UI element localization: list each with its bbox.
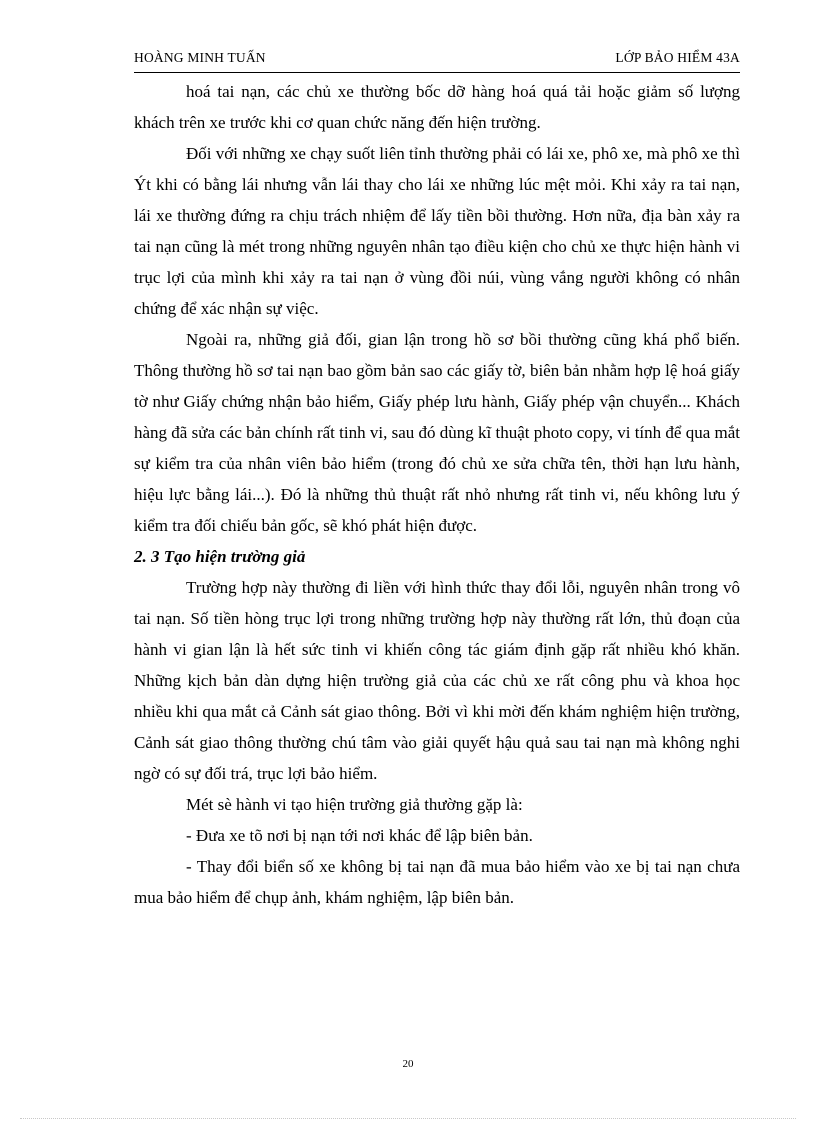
body-text xyxy=(134,76,740,913)
page-bottom-divider xyxy=(20,1118,796,1119)
list-item: - Thay đổi biển số xe không bị tai nạn đã mua bảo hiểm vào xe bị tai nạn chưa mua bảo hiểm để chụp ảnh, khám nghiệm, lập biên bản. xyxy=(134,857,740,907)
page-number: 20 xyxy=(402,1058,414,1070)
header-author: HOÀNG MINH TUẤN xyxy=(134,50,266,65)
header-class: LỚP BẢO HIỂM 43A xyxy=(615,50,740,65)
paragraph: Đối với những xe chạy suốt liên tỉnh thường phải có lái xe, phô xe, mà phô xe thì Ýt khi có bằng lái nhưng vẫn lái thay cho lái xe những lúc mệt mỏi. Khi xảy ra tai nạn, lái xe thường đứng ra chịu trách nhiệm để lấy tiền bồi thường. Hơn nữa, địa bàn xảy ra tai nạn cũng là mét trong những nguyên nhân tạo điều kiện cho chủ xe thực hiện hành vi trục lợi của mình khi xảy ra tai nạn ở vùng đồi núi, vùng vắng người không có nhân chứng để xác nhận sự việc. xyxy=(134,144,740,318)
list-item: - Đưa xe tõ nơi bị nạn tới nơi khác để lập biên bản. xyxy=(186,826,533,845)
paragraph: hoá tai nạn, các chủ xe thường bốc dỡ hàng hoá quá tải hoặc giảm số lượng khách trên xe trước khi cơ quan chức năng đến hiện trường. xyxy=(134,82,740,132)
paragraph: Mét sè hành vi tạo hiện trường giả thường gặp là: xyxy=(186,795,523,814)
paragraph: Trường hợp này thường đi liền với hình thức thay đổi lỗi, nguyên nhân trong vô tai nạn. Số tiền hòng trục lợi trong những trường hợp này thường rất lớn, thủ đoạn của hành vi gian lận là hết sức tinh vi khiến công tác giám định gặp rất nhiều khó khăn. Những kịch bản dàn dựng hiện trường giả của các chủ xe rất công phu và khoa học nhiều khi qua mắt cả Cảnh sát giao thông. Bởi vì khi mời đến khám nghiệm hiện trường, Cảnh sát giao thông thường chú tâm vào giải quyết hậu quả sau tai nạn mà không nghi ngờ có sự đối trá, trục lợi bảo hiểm. xyxy=(134,578,740,783)
paragraph: Ngoài ra, những giả đối, gian lận trong hồ sơ bồi thường cũng khá phổ biến. Thông thường hồ sơ tai nạn bao gồm bản sao các giấy tờ, biên bản nhằm hợp lệ hoá giấy tờ như Giấy chứng nhận bảo hiểm, Giấy phép lưu hành, Giấy phép vận chuyển... Khách hàng đã sửa các bản chính rất tinh vi, sau đó dùng kĩ thuật photo copy, vi tính để qua mắt sự kiểm tra của nhân viên bảo hiểm (trong đó chủ xe sửa chữa tên, thời hạn lưu hành, hiệu lực bằng lái...). Đó là những thủ thuật rất nhỏ nhưng rất tinh vi, nếu không lưu ý kiểm tra đối chiếu bản gốc, sẽ khó phát hiện được. xyxy=(134,330,740,535)
page-header xyxy=(134,50,740,73)
section-heading: 2. 3 Tạo hiện trường giả xyxy=(134,547,306,566)
